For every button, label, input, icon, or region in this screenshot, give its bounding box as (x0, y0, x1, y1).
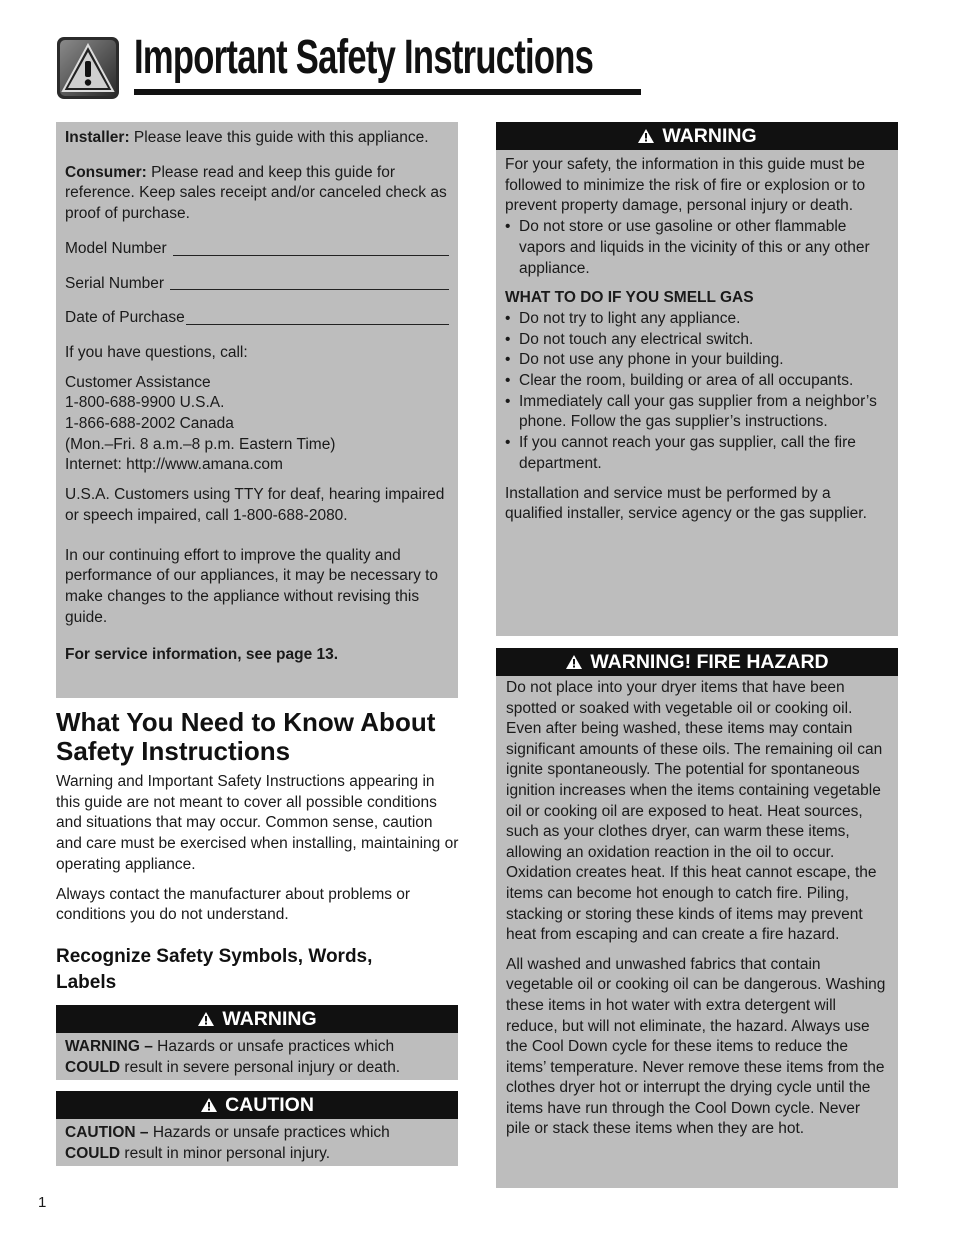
warning-def-text: Hazards or unsafe practices which (152, 1038, 395, 1055)
service-info (65, 645, 449, 666)
installer-text: Please leave this guide with this appliance. (129, 129, 429, 146)
section-paragraph: Warning and Important Safety Instructions appearing in this guide are not meant to cover all possible conditions and situations that may occur. Common sense, caution and care must be exercised when installing, maintaining or operating appliance. (56, 773, 459, 873)
fire-hazard-title: WARNING! FIRE HAZARD (590, 650, 829, 673)
could-word: COULD (65, 1144, 121, 1162)
list-item: • Do not store or use gasoline or other flammable vapors and liquids in the vicinity of this or any other appliance. (505, 217, 889, 279)
caution-def-text: result in minor personal injury. (120, 1144, 331, 1162)
tty-note: U.S.A. Customers using TTY for deaf, hearing impaired or speech impaired, call 1-800-688-2080. (65, 486, 445, 524)
caution-def-text: Hazards or unsafe practices which (148, 1124, 390, 1141)
page-number: 1 (38, 1194, 47, 1211)
model-number-line (173, 255, 449, 256)
list-item: • Do not use any phone in your building. (505, 350, 889, 371)
warning-signal-word: WARNING (222, 1007, 317, 1030)
warning-closing: Installation and service must be performed by a qualified installer, service agency or the gas supplier. (505, 484, 867, 523)
warning-def-text: result in severe personal injury or death. (120, 1058, 401, 1076)
fire-hazard-paragraph: Do not place into your dryer items that have been spotted or soaked with vegetable oil or cooking oil. Even after being washed, these items may contain significant amounts of these oils. The remaining oil can ignite spontaneously. The potential for spontaneous ignition increases when the items containing vegetable oil or cooking oil are exposed to heat. Heat sources, such as your clothes dryer, can warm these items, allowing an oxidation reaction in the oil to occur. Oxidation creates heat. If this heat cannot escape, the items can become hot enough to catch fire. Piling, stacking or storing these kinds of items may prevent heat from escaping and can create a fire hazard. (506, 679, 883, 944)
warning-box-bar (496, 122, 898, 150)
warning-signal-bar (56, 1005, 458, 1033)
list-item: • Do not touch any electrical switch. (505, 330, 889, 351)
warning-triangle-icon (637, 128, 655, 144)
caution-signal-bar (56, 1091, 458, 1119)
internet-address: Internet: http://www.amana.com (65, 456, 283, 474)
smell-gas-heading: WHAT TO DO IF YOU SMELL GAS (505, 289, 754, 307)
date-of-purchase-label: Date of Purchase (65, 309, 185, 327)
exclamation-warning-icon (57, 37, 119, 99)
warning-triangle-icon (565, 654, 583, 670)
date-of-purchase-line (186, 324, 449, 325)
model-number-label: Model Number (65, 239, 167, 257)
installer-info-box (56, 122, 458, 698)
warning-word: WARNING – (65, 1038, 153, 1055)
warning-triangle-icon (200, 1097, 218, 1113)
serial-number-field (65, 274, 449, 295)
phone-canada: 1-866-688-2002 Canada (65, 415, 234, 433)
warning-intro: For your safety, the information in this guide must be followed to minimize the risk of fire or explosion or to prevent property damage, personal injury or death. (505, 156, 866, 215)
customer-assistance: Customer Assistance (65, 373, 211, 391)
service-info-text: For service information, see page 13. (65, 646, 339, 664)
caution-definition (56, 1119, 458, 1166)
section-body (56, 772, 461, 926)
warning-definition (56, 1033, 458, 1080)
improvement-note: In our continuing effort to improve the quality and performance of our appliances, it may be necessary to make changes to the appliance without revising this guide. (65, 546, 439, 626)
page-title: Important Safety Instructions (134, 31, 594, 84)
consumer-text: Please read and keep this guide for reference. Keep sales receipt and/or canceled check as proof of purchase. (65, 163, 447, 223)
section-paragraph: Always contact the manufacturer about problems or conditions you do not understand. (56, 885, 411, 924)
serial-number-line (170, 289, 449, 290)
section-heading: What You Need to Know About Safety Instructions (56, 707, 436, 766)
phone-usa: 1-800-688-9900 U.S.A. (65, 394, 225, 412)
list-item: • If you cannot reach your gas supplier, call the fire department. (505, 433, 889, 474)
installer-label: Installer: (65, 129, 130, 146)
list-item: • Clear the room, building or area of all occupants. (505, 371, 889, 392)
subsection-heading: Recognize Safety Symbols, Words, Labels (56, 946, 373, 993)
consumer-label: Consumer: (65, 163, 147, 181)
consumer-note (65, 163, 449, 225)
list-item: • Immediately call your gas supplier from a neighbor’s phone. Follow the gas supplier’s instructions. (505, 392, 889, 433)
title-underline (134, 89, 641, 95)
model-number-field (65, 239, 449, 260)
questions-text: If you have questions, call: (65, 343, 248, 361)
list-item: • Do not try to light any appliance. (505, 309, 889, 330)
installer-note (65, 128, 449, 149)
serial-number-label: Serial Number (65, 274, 165, 292)
warning-box-title: WARNING (662, 124, 757, 147)
service-hours: (Mon.–Fri. 8 a.m.–8 p.m. Eastern Time) (65, 435, 336, 453)
could-word: COULD (65, 1058, 121, 1076)
fire-hazard-paragraph: All washed and unwashed fabrics that contain vegetable oil or cooking oil can be dangerous. Washing these items in hot water with extra detergent will reduce, but will not eliminate, the hazard. Always use the Cool Down cycle for these items to reduce the items’ temperature. Never remove these items from the clothes dryer hot or interrupt the drying cycle until the items have run through the Cool Down cycle. Never pile or stack these items when they are hot. (506, 955, 886, 1138)
warning-box-body (496, 150, 898, 636)
caution-word: CAUTION – (65, 1124, 149, 1141)
date-of-purchase-field (65, 308, 449, 329)
caution-signal-word: CAUTION (225, 1093, 314, 1116)
fire-hazard-bar (496, 648, 898, 676)
fire-hazard-body (496, 676, 898, 1188)
warning-triangle-icon (197, 1011, 215, 1027)
